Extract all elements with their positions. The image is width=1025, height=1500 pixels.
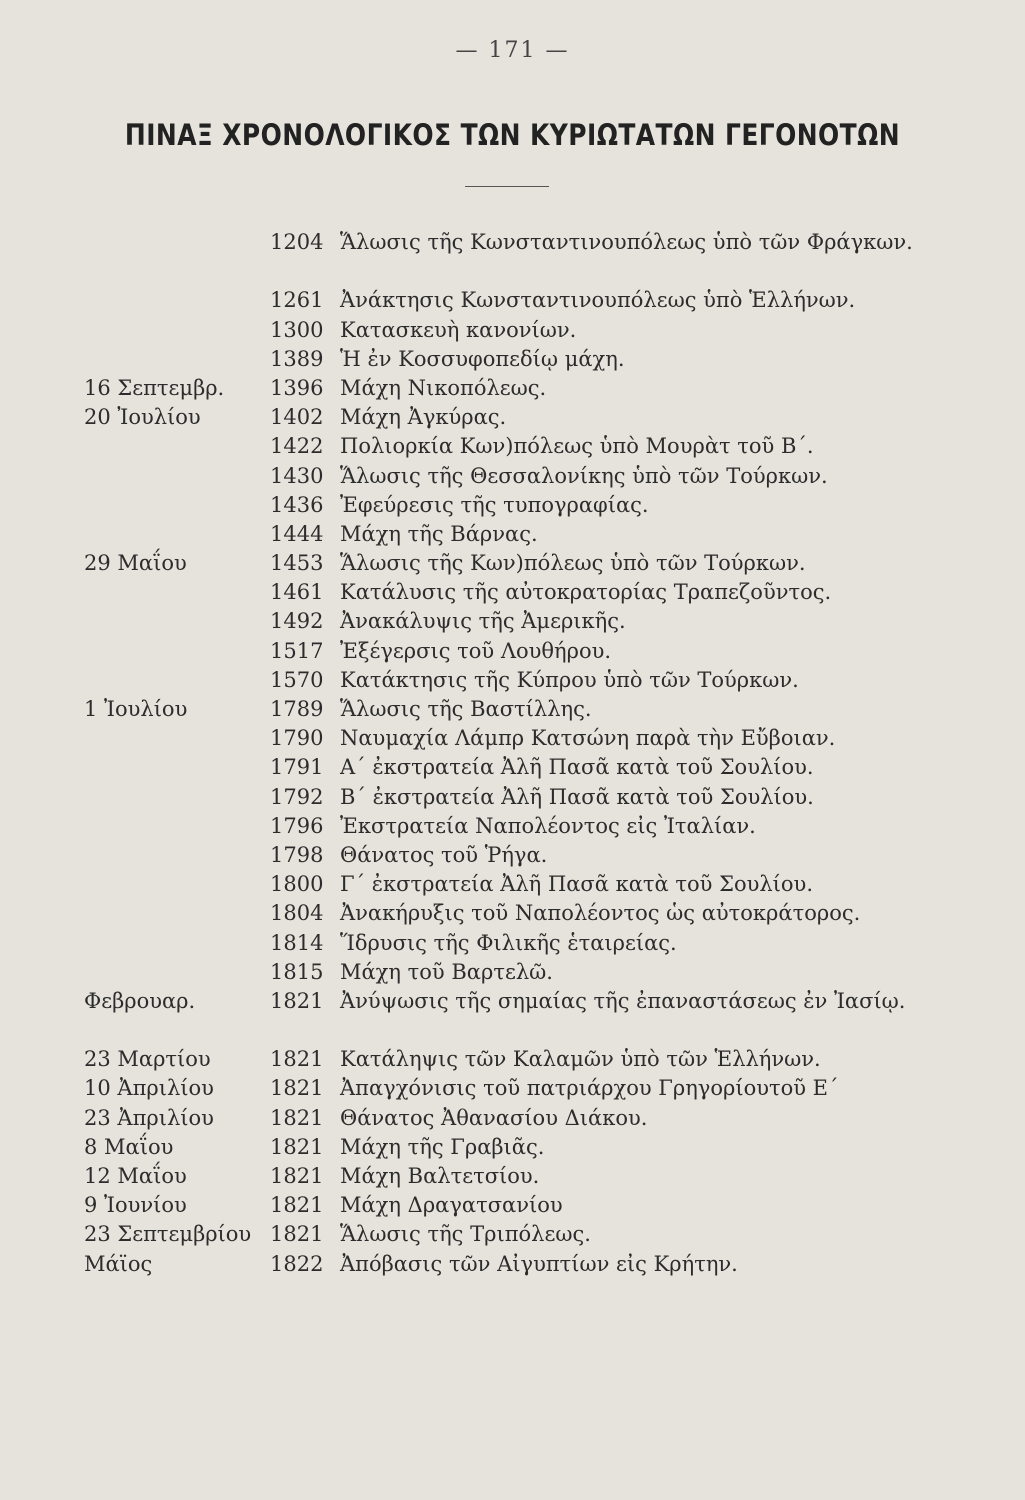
entry-year: 1422 (270, 434, 324, 459)
entry-date: 1 Ἰουλίου (84, 697, 188, 722)
entry-year: 1396 (270, 375, 324, 400)
chronology-entry (0, 637, 1025, 666)
entry-year: 1389 (270, 346, 324, 371)
entry-date: 29 Μαΐου (84, 551, 187, 576)
chronology-entry (0, 345, 1025, 374)
chronology-entry (0, 549, 1025, 578)
entry-year: 1804 (270, 901, 324, 926)
entry-date: 20 Ἰουλίου (84, 405, 201, 430)
entry-event: Μάχη Ἀγκύρας. (340, 405, 507, 430)
chronology-entry (0, 462, 1025, 491)
entry-event: Μάχη τῆς Γραβιᾶς. (340, 1134, 545, 1159)
chronology-entry (0, 1162, 1025, 1191)
chronology-entry (0, 1220, 1025, 1249)
chronology-entry (0, 1191, 1025, 1220)
entry-event: Ἐξέγερσις τοῦ Λουθήρου. (340, 638, 612, 663)
chronology-entry (0, 987, 1025, 1045)
entry-event: Ἅλωσις τῆς Βαστίλλης. (340, 697, 592, 722)
entry-date: 9 Ἰουνίου (84, 1193, 187, 1218)
entry-date: 16 Σεπτεμβρ. (84, 375, 225, 400)
entry-event: Ἡ ἐν Κοσσυφοπεδίῳ μάχη. (340, 346, 625, 371)
entry-event: Ἀνακήρυξις τοῦ Ναπολέοντος ὡς αὐτοκράτορος. (340, 901, 861, 926)
chronology-entry (0, 812, 1025, 841)
chronology-entry (0, 491, 1025, 520)
entry-event: Ἐφεύρεσις τῆς τυπογραφίας. (340, 492, 649, 517)
entry-year: 1402 (270, 405, 324, 430)
chronology-entry (0, 578, 1025, 607)
entry-event: Α΄ ἐκστρατεία Ἀλῆ Πασᾶ κατὰ τοῦ Σουλίου. (340, 755, 814, 780)
chronology-entry (0, 753, 1025, 782)
chronology-entry (0, 1045, 1025, 1074)
chronology-entry (0, 374, 1025, 403)
entry-year: 1204 (270, 230, 324, 254)
chronology-entry (0, 724, 1025, 753)
page-title: ΠΙΝΑΞ ΧΡΟΝΟΛΟΓΙΚΟΣ ΤΩΝ ΚΥΡΙΩΤΑΤΩΝ ΓΕΓΟΝΟΤΩΝ (124, 118, 901, 152)
entry-date: Φεβρουαρ. (84, 988, 196, 1013)
chronology-entry (0, 870, 1025, 899)
entry-event: Ἀπαγχόνισις τοῦ πατριάρχου Γρηγορίουτοῦ Ε΄ (340, 1076, 839, 1101)
entry-event: Ναυμαχία Λάμπρ Κατσώνη παρὰ τὴν Εὔβοιαν. (340, 726, 836, 751)
entry-event: Κατάκτησις τῆς Κύπρου ὑπὸ τῶν Τούρκων. (340, 667, 799, 692)
entry-date: 8 Μαΐου (84, 1134, 174, 1159)
entry-date: 23 Σεπτεμβρίου (84, 1222, 252, 1247)
entry-event: Ἀνακάλυψις τῆς Ἀμερικῆς. (340, 609, 626, 634)
entry-year: 1821 (270, 988, 324, 1013)
entry-event: Μάχη Δραγατσανίου (340, 1193, 563, 1218)
entry-year: 1790 (270, 726, 324, 751)
chronology-entry (0, 1133, 1025, 1162)
chronology-entry (0, 1250, 1025, 1279)
entry-event: Κατάλυσις τῆς αὐτοκρατορίας Τραπεζοῦντος. (340, 580, 832, 605)
entry-date: Μάϊος (84, 1251, 153, 1276)
entry-event: Μάχη Βαλτετσίου. (340, 1164, 540, 1189)
chronology-entry (0, 929, 1025, 958)
entry-event: Ἅλωσις τῆς Τριπόλεως. (340, 1222, 591, 1247)
title-divider (465, 186, 549, 187)
entry-event: Κατάληψις τῶν Καλαμῶν ὑπὸ τῶν Ἑλλήνων. (340, 1047, 821, 1072)
entry-date: 23 Μαρτίου (84, 1047, 211, 1072)
entry-date: 10 Ἀπριλίου (84, 1076, 214, 1101)
entry-year: 1789 (270, 697, 324, 722)
chronology-entry (0, 432, 1025, 461)
entry-year: 1792 (270, 784, 324, 809)
entry-year: 1461 (270, 580, 324, 605)
chronology-entry (0, 607, 1025, 636)
entry-year: 1822 (270, 1251, 324, 1276)
chronology-entry (0, 316, 1025, 345)
entry-year: 1436 (270, 492, 324, 517)
entry-event: Μάχη Νικοπόλεως. (340, 375, 547, 400)
chronology-entry (0, 695, 1025, 724)
entry-year: 1821 (270, 1076, 324, 1101)
entry-year: 1821 (270, 1047, 324, 1072)
entry-year: 1798 (270, 842, 324, 867)
chronology-entry (0, 666, 1025, 695)
chronology-entry (0, 228, 1025, 286)
chronology-entry (0, 958, 1025, 987)
entry-year: 1800 (270, 872, 324, 897)
entry-year: 1453 (270, 551, 324, 576)
chronology-entry (0, 286, 1025, 315)
chronology-entry (0, 1104, 1025, 1133)
chronology-entry (0, 783, 1025, 812)
entry-event: Ἅλωσις τῆς Κων)πόλεως ὑπὸ τῶν Τούρκων. (340, 551, 806, 576)
entry-year: 1492 (270, 609, 324, 634)
entry-year: 1821 (270, 1222, 324, 1247)
entry-event: Γ΄ ἐκστρατεία Ἀλῆ Πασᾶ κατὰ τοῦ Σουλίου. (340, 872, 813, 897)
entry-year: 1821 (270, 1134, 324, 1159)
page-number: — 171 — (455, 38, 570, 63)
entry-year: 1261 (270, 288, 324, 313)
chronology-entry (0, 1074, 1025, 1103)
entry-event: Μάχη τῆς Βάρνας. (340, 521, 538, 546)
chronology-entry (0, 403, 1025, 432)
entry-year: 1570 (270, 667, 324, 692)
entry-date: 23 Ἀπριλίου (84, 1105, 214, 1130)
entry-year: 1814 (270, 930, 324, 955)
entry-event: Β΄ ἐκστρατεία Ἀλῆ Πασᾶ κατὰ τοῦ Σουλίου. (340, 784, 814, 809)
entry-year: 1517 (270, 638, 324, 663)
entry-year: 1821 (270, 1193, 324, 1218)
chronology-table (0, 228, 1025, 1279)
entry-event: Ἀνάκτησις Κωνσταντινουπόλεως ὑπὸ Ἑλλήνων. (340, 288, 856, 313)
entry-event: Μάχη τοῦ Βαρτελῶ. (340, 959, 553, 984)
entry-event: Ἅλωσις τῆς Κωνσταντινουπόλεως ὑπὸ τῶν Φράγκων. (340, 230, 913, 254)
entry-year: 1821 (270, 1105, 324, 1130)
entry-event: Ἅλωσις τῆς Θεσσαλονίκης ὑπὸ τῶν Τούρκων. (340, 463, 828, 488)
chronology-entry (0, 899, 1025, 928)
entry-event: Θάνατος τοῦ Ῥήγα. (340, 842, 548, 867)
entry-year: 1300 (270, 317, 324, 342)
entry-year: 1796 (270, 813, 324, 838)
entry-event: Ἵδρυσις τῆς Φιλικῆς ἑταιρείας. (340, 930, 677, 955)
entry-event: Κατασκευὴ κανονίων. (340, 317, 577, 342)
entry-event: Ἀπόβασις τῶν Αἰγυπτίων εἰς Κρήτην. (340, 1251, 738, 1276)
entry-year: 1815 (270, 959, 324, 984)
entry-year: 1791 (270, 755, 324, 780)
entry-event: Ἐκστρατεία Ναπολέοντος εἰς Ἰταλίαν. (340, 813, 756, 838)
entry-year: 1430 (270, 463, 324, 488)
entry-event: Πολιορκία Κων)πόλεως ὑπὸ Μουρὰτ τοῦ Β΄. (340, 434, 814, 459)
entry-date: 12 Μαΐου (84, 1164, 187, 1189)
entry-event: Ἀνύψωσις τῆς σημαίας τῆς ἐπαναστάσεως ἐν Ἰασίῳ. (340, 988, 906, 1013)
chronology-entry (0, 520, 1025, 549)
entry-year: 1821 (270, 1164, 324, 1189)
chronology-entry (0, 841, 1025, 870)
entry-year: 1444 (270, 521, 324, 546)
entry-event: Θάνατος Ἀθανασίου Διάκου. (340, 1105, 648, 1130)
